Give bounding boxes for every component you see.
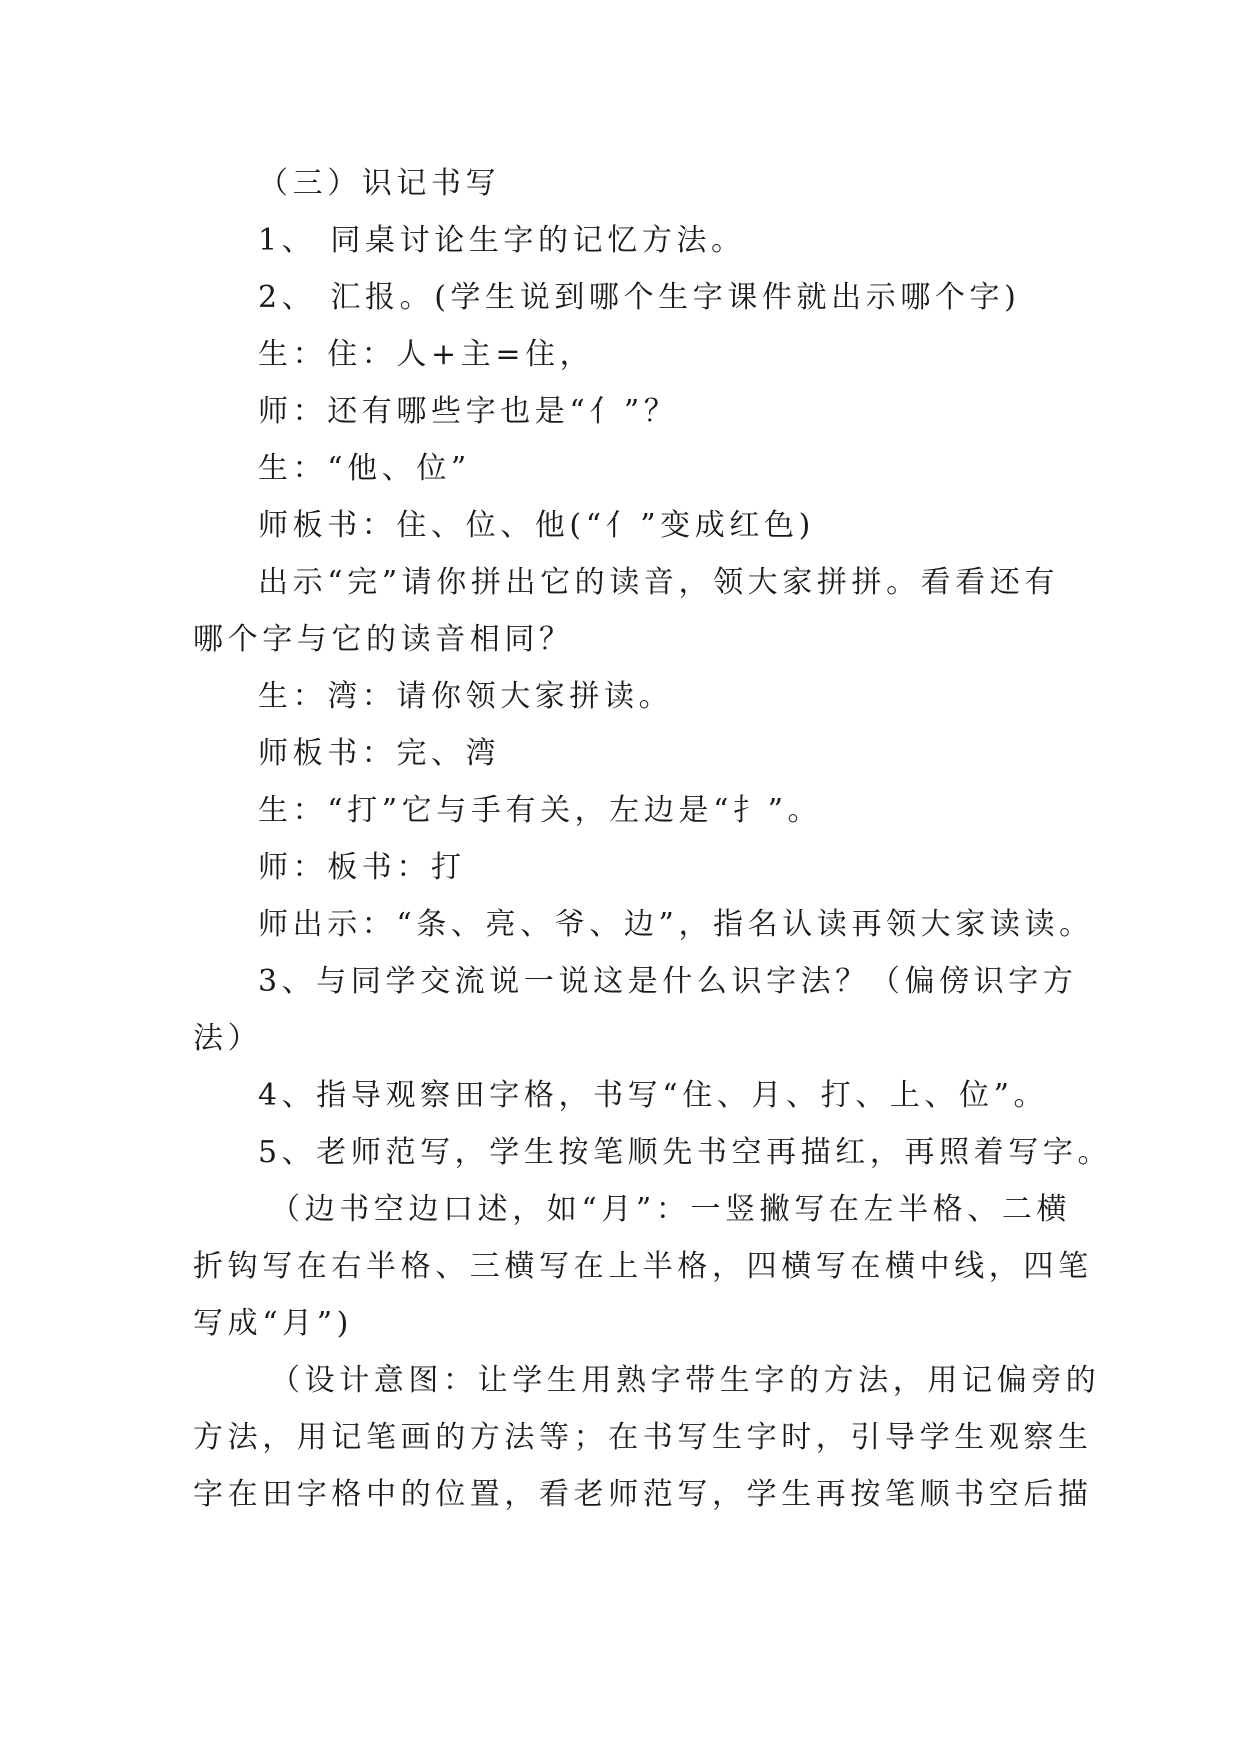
paragraph-line: 5、老师范写，学生按笔顺先书空再描红，再照着写字。	[258, 1135, 1113, 1170]
paragraph-line: 2、 汇报。(学生说到哪个生字课件就出示哪个字)	[258, 280, 1021, 315]
paragraph-line: 哪个字与它的读音相同？	[193, 622, 574, 657]
paragraph-line: 4、指导观察田字格，书写“住、月、打、上、位”。	[258, 1078, 1049, 1113]
paragraph-line: 生：“他、位”	[258, 451, 471, 486]
paragraph-line: 法）	[193, 1021, 263, 1056]
section-heading: （三）识记书写	[258, 166, 501, 201]
paragraph-line: 生：住：人+主=住，	[258, 337, 595, 372]
paragraph-line: 师：板书：打	[258, 850, 466, 885]
paragraph-line: 字在田字格中的位置，看老师范写，学生再按笔顺书空后描	[193, 1477, 1093, 1512]
paragraph-line: （设计意图：让学生用熟字带生字的方法，用记偏旁的	[270, 1363, 1101, 1398]
paragraph-line: 师出示：“条、亮、爷、边”，指名认读再领大家读读。	[258, 907, 1094, 942]
paragraph-line: 方法，用记笔画的方法等；在书写生字时，引导学生观察生	[193, 1420, 1093, 1455]
paragraph-line: 3、与同学交流说一说这是什么识字法？（偏傍识字方	[258, 964, 1078, 999]
paragraph-line: 师板书：完、湾	[258, 736, 501, 771]
paragraph-line: 师：还有哪些字也是“亻”？	[258, 394, 679, 429]
paragraph-line: 师板书：住、位、他(“亻”变成红色)	[258, 508, 815, 543]
paragraph-line: 生：“打”它与手有关，左边是“扌”。	[258, 793, 823, 828]
paragraph-line: 折钩写在右半格、三横写在上半格，四横写在横中线，四笔	[193, 1249, 1093, 1284]
paragraph-line: （边书空边口述，如“月”：一竖撇写在左半格、二横	[270, 1192, 1072, 1227]
paragraph-line: 1、 同桌讨论生字的记忆方法。	[258, 223, 746, 258]
paragraph-line: 出示“完”请你拼出它的读音，领大家拼拼。看看还有	[258, 565, 1060, 600]
paragraph-line: 写成“月”)	[193, 1306, 353, 1341]
paragraph-line: 生：湾：请你领大家拼读。	[258, 679, 674, 714]
